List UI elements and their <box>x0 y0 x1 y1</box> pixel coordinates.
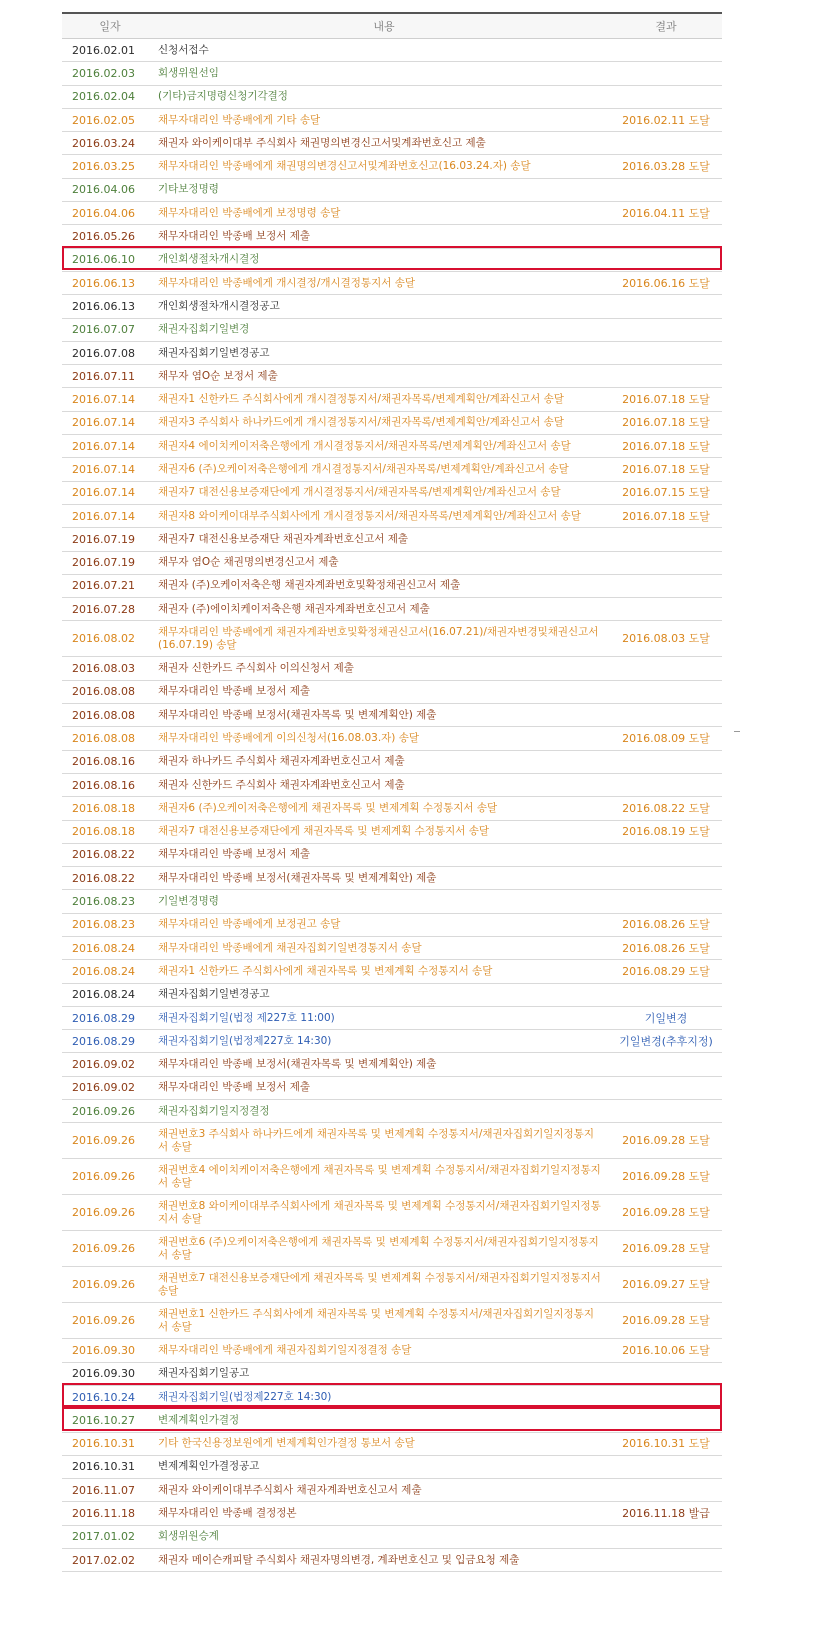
row-content: 채무자대리인 박종배 결정정본 <box>158 1502 610 1525</box>
row-date: 2016.09.26 <box>62 1231 158 1267</box>
row-date: 2016.07.14 <box>62 481 158 504</box>
table-row <box>62 388 722 411</box>
table-row <box>62 1525 722 1548</box>
row-date: 2016.07.14 <box>62 435 158 458</box>
row-result <box>610 1549 722 1572</box>
row-result: 2016.08.26 도달 <box>610 913 722 936</box>
row-result <box>610 225 722 248</box>
table-row <box>62 132 722 155</box>
table-row <box>62 1159 722 1195</box>
row-content: 채권자 하나카드 주식회사 채권자계좌번호신고서 제출 <box>158 750 610 773</box>
row-date: 2016.07.08 <box>62 341 158 364</box>
row-result: 2016.08.22 도달 <box>610 797 722 820</box>
table-row <box>62 178 722 201</box>
row-result: 2016.06.16 도달 <box>610 271 722 294</box>
row-result: 2016.09.28 도달 <box>610 1123 722 1159</box>
row-result <box>610 318 722 341</box>
row-result <box>610 983 722 1006</box>
row-content: 채권자3 주식회사 하나카드에게 개시결정통지서/채권자목록/변제계획안/계좌신고서 송달 <box>158 411 610 434</box>
row-content: 채권자집회기일(법정제227호 14:30) <box>158 1385 610 1408</box>
row-result <box>610 85 722 108</box>
row-result <box>610 680 722 703</box>
row-content: 채무자대리인 박종배 보정서 제출 <box>158 225 610 248</box>
row-content: 채무자대리인 박종배에게 이의신청서(16.08.03.자) 송달 <box>158 727 610 750</box>
row-content: 기타 한국신용정보원에게 변제계획인가결정 통보서 송달 <box>158 1432 610 1455</box>
table-row <box>62 1362 722 1385</box>
row-date: 2016.09.30 <box>62 1339 158 1362</box>
row-result: 기일변경(추후지정) <box>610 1030 722 1053</box>
row-date: 2016.09.02 <box>62 1053 158 1076</box>
table-row <box>62 680 722 703</box>
row-date: 2016.07.21 <box>62 574 158 597</box>
table-row <box>62 843 722 866</box>
row-result <box>610 704 722 727</box>
row-result <box>610 295 722 318</box>
row-result <box>610 843 722 866</box>
table-row <box>62 39 722 62</box>
row-result <box>610 341 722 364</box>
row-content: 신청서접수 <box>158 39 610 62</box>
row-result <box>610 132 722 155</box>
row-content: 채권자 신한카드 주식회사 채권자계좌번호신고서 제출 <box>158 773 610 796</box>
row-result <box>610 178 722 201</box>
table-row <box>62 1006 722 1029</box>
table-row <box>62 318 722 341</box>
row-date: 2016.11.18 <box>62 1502 158 1525</box>
table-row <box>62 365 722 388</box>
row-content: 채권자 와이케이대부 주식회사 채권명의변경신고서및계좌번호신고 제출 <box>158 132 610 155</box>
case-history-table <box>62 12 722 1572</box>
table-row <box>62 202 722 225</box>
row-result: 2016.10.06 도달 <box>610 1339 722 1362</box>
row-result <box>610 773 722 796</box>
row-content: 채권자집회기일(법정제227호 14:30) <box>158 1030 610 1053</box>
row-result <box>610 750 722 773</box>
row-content: 채무자대리인 박종배 보정서(채권자목록 및 변제계획안) 제출 <box>158 1053 610 1076</box>
row-date: 2016.09.26 <box>62 1195 158 1231</box>
row-result: 2016.09.28 도달 <box>610 1231 722 1267</box>
table-row <box>62 504 722 527</box>
row-date: 2016.08.18 <box>62 820 158 843</box>
table-row <box>62 913 722 936</box>
row-content: 채권자1 신한카드 주식회사에게 개시결정통지서/채권자목록/변제계획안/계좌신고서 송달 <box>158 388 610 411</box>
row-result: 2016.07.18 도달 <box>610 411 722 434</box>
table-row <box>62 704 722 727</box>
table-row <box>62 936 722 959</box>
row-date: 2016.08.03 <box>62 657 158 680</box>
row-content: 채권번호6 (주)오케이저축은행에게 채권자목록 및 변제계획 수정통지서/채권자집회기일지정통지서 송달 <box>158 1231 610 1267</box>
row-date: 2016.07.11 <box>62 365 158 388</box>
table-row <box>62 750 722 773</box>
row-date: 2016.09.26 <box>62 1267 158 1303</box>
row-content: 채권번호3 주식회사 하나카드에게 채권자목록 및 변제계획 수정통지서/채권자집회기일지정통지서 송달 <box>158 1123 610 1159</box>
row-content: 채권자집회기일변경 <box>158 318 610 341</box>
row-result <box>610 574 722 597</box>
header-content: 내용 <box>158 13 610 39</box>
table-row <box>62 657 722 680</box>
row-content: 채권자 와이케이대부주식회사 채권자계좌번호신고서 제출 <box>158 1479 610 1502</box>
row-result <box>610 890 722 913</box>
row-content: 채무자대리인 박종배에게 개시결정/개시결정통지서 송달 <box>158 271 610 294</box>
row-date: 2016.08.23 <box>62 913 158 936</box>
table-row <box>62 1267 722 1303</box>
row-result <box>610 62 722 85</box>
row-result: 2016.11.18 발급 <box>610 1502 722 1525</box>
row-result <box>610 248 722 271</box>
table-row <box>62 1409 722 1432</box>
row-result: 2016.09.28 도달 <box>610 1195 722 1231</box>
row-date: 2016.07.14 <box>62 411 158 434</box>
row-result <box>610 1525 722 1548</box>
table-row <box>62 1030 722 1053</box>
row-date: 2016.08.23 <box>62 890 158 913</box>
table-row <box>62 983 722 1006</box>
row-content: 기일변경명령 <box>158 890 610 913</box>
row-content: 채권자7 대전신용보증재단에게 개시결정통지서/채권자목록/변제계획안/계좌신고서 송달 <box>158 481 610 504</box>
row-date: 2016.10.31 <box>62 1455 158 1478</box>
row-date: 2017.02.02 <box>62 1549 158 1572</box>
row-result <box>610 867 722 890</box>
row-content: 채권자집회기일(법정 제227호 11:00) <box>158 1006 610 1029</box>
row-content: 채무자대리인 박종배 보정서 제출 <box>158 680 610 703</box>
row-content: 채무자대리인 박종배에게 채권자집회기일변경통지서 송달 <box>158 936 610 959</box>
row-date: 2016.02.04 <box>62 85 158 108</box>
table-row <box>62 1195 722 1231</box>
row-result <box>610 551 722 574</box>
table-row <box>62 773 722 796</box>
header-result: 결과 <box>610 13 722 39</box>
row-result: 2016.03.28 도달 <box>610 155 722 178</box>
table-row <box>62 295 722 318</box>
row-content: 채권자 (주)오케이저축은행 채권자계좌번호및확정채권신고서 제출 <box>158 574 610 597</box>
row-date: 2017.01.02 <box>62 1525 158 1548</box>
table-row <box>62 155 722 178</box>
row-date: 2016.09.30 <box>62 1362 158 1385</box>
row-date: 2016.11.07 <box>62 1479 158 1502</box>
row-content: 회생위원승계 <box>158 1525 610 1548</box>
row-result: 2016.02.11 도달 <box>610 108 722 131</box>
table-row <box>62 1339 722 1362</box>
row-content: 채권자 신한카드 주식회사 이의신청서 제출 <box>158 657 610 680</box>
row-content: 회생위원선임 <box>158 62 610 85</box>
row-date: 2016.07.19 <box>62 551 158 574</box>
row-result: 2016.09.27 도달 <box>610 1267 722 1303</box>
table-row <box>62 481 722 504</box>
row-date: 2016.06.13 <box>62 295 158 318</box>
row-content: 채권자1 신한카드 주식회사에게 채권자목록 및 변제계획 수정통지서 송달 <box>158 960 610 983</box>
row-result <box>610 1455 722 1478</box>
table-row <box>62 271 722 294</box>
row-date: 2016.07.14 <box>62 504 158 527</box>
row-date: 2016.07.14 <box>62 388 158 411</box>
row-result: 2016.08.03 도달 <box>610 621 722 657</box>
table-row <box>62 1100 722 1123</box>
row-date: 2016.09.26 <box>62 1159 158 1195</box>
row-content: 채권번호4 에이치케이저축은행에게 채권자목록 및 변제계획 수정통지서/채권자집회기일지정통지서 송달 <box>158 1159 610 1195</box>
row-date: 2016.03.25 <box>62 155 158 178</box>
row-content: 채무자대리인 박종배 보정서 제출 <box>158 1076 610 1099</box>
row-content: 채무자대리인 박종배에게 보정명령 송달 <box>158 202 610 225</box>
table-row <box>62 108 722 131</box>
table-row <box>62 1549 722 1572</box>
table-header <box>62 13 722 39</box>
row-date: 2016.02.03 <box>62 62 158 85</box>
row-date: 2016.07.14 <box>62 458 158 481</box>
row-date: 2016.05.26 <box>62 225 158 248</box>
row-result <box>610 365 722 388</box>
row-content: 채권자집회기일공고 <box>158 1362 610 1385</box>
row-content: 채무자대리인 박종배에게 기타 송달 <box>158 108 610 131</box>
table-row <box>62 341 722 364</box>
row-result: 2016.07.18 도달 <box>610 504 722 527</box>
header-row <box>62 13 722 39</box>
row-date: 2016.06.10 <box>62 248 158 271</box>
table-row <box>62 1231 722 1267</box>
row-date: 2016.08.29 <box>62 1006 158 1029</box>
table-row <box>62 890 722 913</box>
row-result <box>610 598 722 621</box>
row-date: 2016.09.26 <box>62 1303 158 1339</box>
row-content: (기타)금지명령신청기각결정 <box>158 85 610 108</box>
row-date: 2016.08.16 <box>62 773 158 796</box>
row-result: 2016.09.28 도달 <box>610 1159 722 1195</box>
row-result: 2016.08.29 도달 <box>610 960 722 983</box>
row-content: 채권자집회기일변경공고 <box>158 983 610 1006</box>
row-content: 기타보정명령 <box>158 178 610 201</box>
table-row <box>62 574 722 597</box>
row-result <box>610 528 722 551</box>
table-row <box>62 458 722 481</box>
table-row <box>62 62 722 85</box>
table-row <box>62 598 722 621</box>
table-row <box>62 225 722 248</box>
row-date: 2016.08.24 <box>62 983 158 1006</box>
table-row <box>62 1385 722 1408</box>
row-date: 2016.07.28 <box>62 598 158 621</box>
row-content: 채권자8 와이케이대부주식회사에게 개시결정통지서/채권자목록/변제계획안/계좌신고서 송달 <box>158 504 610 527</box>
row-result: 2016.07.18 도달 <box>610 388 722 411</box>
table-body <box>62 39 722 1572</box>
row-date: 2016.08.29 <box>62 1030 158 1053</box>
row-date: 2016.02.01 <box>62 39 158 62</box>
row-result <box>610 39 722 62</box>
table-row <box>62 1303 722 1339</box>
scroll-marker <box>734 731 740 732</box>
row-date: 2016.08.16 <box>62 750 158 773</box>
row-date: 2016.09.26 <box>62 1123 158 1159</box>
row-result: 2016.04.11 도달 <box>610 202 722 225</box>
row-content: 채권자집회기일지정결정 <box>158 1100 610 1123</box>
row-date: 2016.08.02 <box>62 621 158 657</box>
row-date: 2016.02.05 <box>62 108 158 131</box>
row-content: 채무자대리인 박종배에게 보정권고 송달 <box>158 913 610 936</box>
row-content: 채권자집회기일변경공고 <box>158 341 610 364</box>
row-result <box>610 1479 722 1502</box>
table-row <box>62 435 722 458</box>
row-content: 채권자4 에이치케이저축은행에게 개시결정통지서/채권자목록/변제계획안/계좌신고서 송달 <box>158 435 610 458</box>
row-content: 개인회생절차개시결정공고 <box>158 295 610 318</box>
table-row <box>62 621 722 657</box>
table-row <box>62 797 722 820</box>
row-result: 2016.09.28 도달 <box>610 1303 722 1339</box>
table-row <box>62 1053 722 1076</box>
row-content: 채무자대리인 박종배 보정서(채권자목록 및 변제계획안) 제출 <box>158 867 610 890</box>
row-content: 채권자 (주)에이치케이저축은행 채권자계좌번호신고서 제출 <box>158 598 610 621</box>
row-result <box>610 1100 722 1123</box>
row-result <box>610 1362 722 1385</box>
row-content: 채무자대리인 박종배에게 채권명의변경신고서및계좌번호신고(16.03.24.자) 송달 <box>158 155 610 178</box>
row-date: 2016.07.19 <box>62 528 158 551</box>
row-date: 2016.08.24 <box>62 936 158 959</box>
row-content: 개인회생절차개시결정 <box>158 248 610 271</box>
row-date: 2016.10.24 <box>62 1385 158 1408</box>
row-date: 2016.10.27 <box>62 1409 158 1432</box>
row-date: 2016.09.02 <box>62 1076 158 1099</box>
table-row <box>62 1502 722 1525</box>
row-content: 채권자6 (주)오케이저축은행에게 채권자목록 및 변제계획 수정통지서 송달 <box>158 797 610 820</box>
row-date: 2016.08.18 <box>62 797 158 820</box>
row-date: 2016.04.06 <box>62 178 158 201</box>
row-content: 변제계획인가결정 <box>158 1409 610 1432</box>
row-result <box>610 657 722 680</box>
row-date: 2016.07.07 <box>62 318 158 341</box>
row-content: 채권자7 대전신용보증재단 채권자계좌번호신고서 제출 <box>158 528 610 551</box>
table-row <box>62 727 722 750</box>
row-content: 채무자대리인 박종배 보정서 제출 <box>158 843 610 866</box>
row-date: 2016.08.08 <box>62 680 158 703</box>
table-row <box>62 85 722 108</box>
table-row <box>62 411 722 434</box>
table-row <box>62 1432 722 1455</box>
row-result: 2016.07.18 도달 <box>610 435 722 458</box>
row-content: 채무자 염O순 채권명의변경신고서 제출 <box>158 551 610 574</box>
table-row <box>62 248 722 271</box>
row-content: 채권번호1 신한카드 주식회사에게 채권자목록 및 변제계획 수정통지서/채권자집회기일지정통지서 송달 <box>158 1303 610 1339</box>
table-row <box>62 820 722 843</box>
row-result: 2016.07.18 도달 <box>610 458 722 481</box>
row-content: 채권번호8 와이케이대부주식회사에게 채권자목록 및 변제계획 수정통지서/채권자집회기일지정통지서 송달 <box>158 1195 610 1231</box>
row-result <box>610 1385 722 1408</box>
row-content: 변제계획인가결정공고 <box>158 1455 610 1478</box>
row-date: 2016.08.08 <box>62 727 158 750</box>
row-content: 채권자 메이슨캐피탈 주식회사 채권자명의변경, 계좌번호신고 및 입금요청 제출 <box>158 1549 610 1572</box>
row-result: 2016.08.09 도달 <box>610 727 722 750</box>
row-date: 2016.08.24 <box>62 960 158 983</box>
row-date: 2016.10.31 <box>62 1432 158 1455</box>
table-row <box>62 1479 722 1502</box>
case-history-container <box>62 12 722 1572</box>
row-content: 채무자대리인 박종배에게 채권자집회기일지정결정 송달 <box>158 1339 610 1362</box>
row-result: 2016.08.26 도달 <box>610 936 722 959</box>
row-date: 2016.08.22 <box>62 843 158 866</box>
row-result: 2016.10.31 도달 <box>610 1432 722 1455</box>
table-row <box>62 960 722 983</box>
header-date: 일자 <box>62 13 158 39</box>
table-row <box>62 867 722 890</box>
row-result <box>610 1409 722 1432</box>
table-row <box>62 1123 722 1159</box>
row-content: 채권번호7 대전신용보증재단에게 채권자목록 및 변제계획 수정통지서/채권자집회기일지정통지서 송달 <box>158 1267 610 1303</box>
row-date: 2016.04.06 <box>62 202 158 225</box>
row-result <box>610 1076 722 1099</box>
table-row <box>62 1076 722 1099</box>
row-result: 기일변경 <box>610 1006 722 1029</box>
row-date: 2016.06.13 <box>62 271 158 294</box>
row-date: 2016.08.22 <box>62 867 158 890</box>
row-content: 채무자대리인 박종배 보정서(채권자목록 및 변제계획안) 제출 <box>158 704 610 727</box>
row-content: 채권자6 (주)오케이저축은행에게 개시결정통지서/채권자목록/변제계획안/계좌신고서 송달 <box>158 458 610 481</box>
row-date: 2016.03.24 <box>62 132 158 155</box>
table-row <box>62 551 722 574</box>
row-result: 2016.08.19 도달 <box>610 820 722 843</box>
row-content: 채권자7 대전신용보증재단에게 채권자목록 및 변제계획 수정통지서 송달 <box>158 820 610 843</box>
row-date: 2016.09.26 <box>62 1100 158 1123</box>
row-content: 채무자 염O순 보정서 제출 <box>158 365 610 388</box>
row-content: 채무자대리인 박종배에게 채권자계좌번호및확정채권신고서(16.07.21)/채권자변경및채권신고서(16.07.19) 송달 <box>158 621 610 657</box>
table-row <box>62 528 722 551</box>
row-result <box>610 1053 722 1076</box>
table-row <box>62 1455 722 1478</box>
row-result: 2016.07.15 도달 <box>610 481 722 504</box>
row-date: 2016.08.08 <box>62 704 158 727</box>
